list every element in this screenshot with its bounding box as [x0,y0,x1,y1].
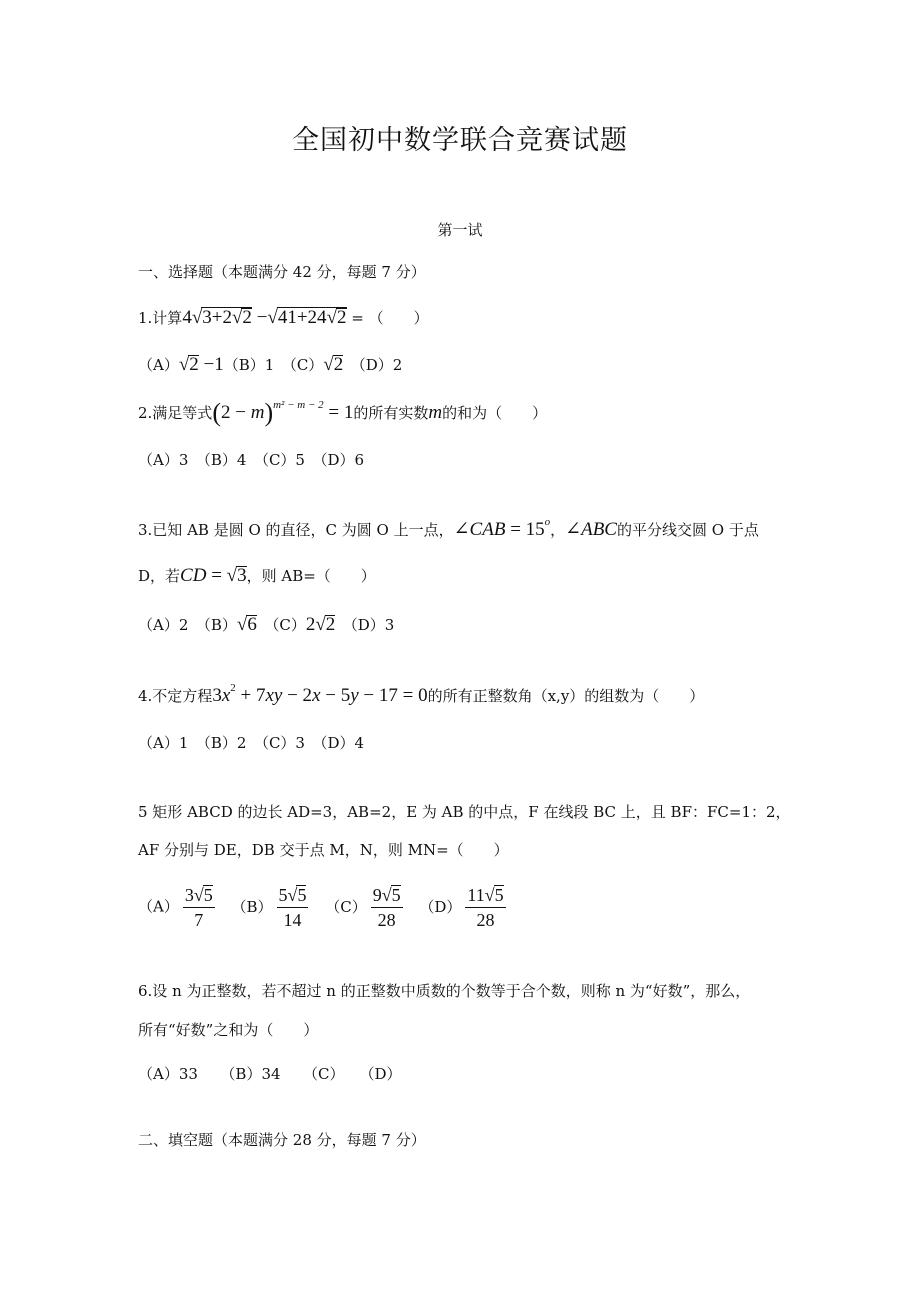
q1-minus: − [256,307,268,328]
section-2-heading: 二、填空题（本题满分 28 分，每题 7 分） [138,1131,426,1149]
q1-options: （A）√2 −1（B）1 （C）√2 （D）2 [138,354,403,375]
question-3-line-2: D，若CD = √3，则 AB=（ ） [138,565,376,586]
q1-tail: = （ ） [346,309,429,327]
q2-options: （A）3 （B）4 （C）5 （D）6 [138,451,365,469]
radical-sign: √ [267,307,278,328]
page-title: 全国初中数学联合竞赛试题 [292,125,628,156]
question-4: 4.不定方程$3x^2 + 7xy - 2x - 5y - 17 = 0$的所有正整数角（x,y）的组数为（ ） [138,682,705,706]
q4-options: （A）1 （B）2 （C）3 （D）4 [138,734,365,752]
q6-options: （A）33 （B）34 （C） （D） [138,1065,402,1083]
question-5-line-1: 5 矩形 ABCD 的边长 AD=3，AB=2，E 为 AB 的中点，F 在线段 BC 上，且 BF：FC=1：2， [138,803,791,821]
section-1-heading: 一、选择题（本题满分 42 分，每题 7 分） [138,263,426,281]
question-3-line-1: 3.已知 AB 是圆 O 的直径，C 为圆 O 上一点，∠CAB = $15^o$，∠ABC的平分线交圆 O 于点 [138,516,759,540]
q1-radicand-1: 3+2√2 [202,307,252,328]
radical-sign: √ [191,307,203,328]
fraction: $\frac{9√5}{28}$ [372,885,401,930]
q1-radicand-2: 41+24√2 [277,307,347,328]
fraction: $\frac{3√5}{7}$ [184,885,213,930]
q5-options: （A） $\frac{3√5}{7}$ （B） $\frac{5√5}{14}$ （C） $\frac{9√5}{28}$ （D） $\frac{11√5}{28}$ [138,885,504,930]
section-heading: 第一试 [437,221,483,239]
q1-prefix: 1.计算 [138,309,183,327]
q3-options: （A）2 （B）√6 （C）2√2 （D）3 [138,614,395,635]
q1-coef: 4 [182,307,192,328]
q2-exponent: m² − m − 2 [273,399,324,411]
question-2: 2.满足等式$(2 - m)^{m^2 - m - 2} = 1$的所有实数m的和为（ ） [138,398,548,427]
question-6-line-2: 所有“好数”之和为（ ） [138,1021,319,1039]
question-6-line-1: 6.设 n 为正整数，若不超过 n 的正整数中质数的个数等于合个数，则称 n 为“好数”，那么， [138,982,751,1000]
question-5-line-2: AF 分别与 DE，DB 交于点 M，N，则 MN=（ ） [138,841,509,859]
fraction: $\frac{11√5}{28}$ [467,885,504,930]
fraction: $\frac{5√5}{14}$ [278,885,307,930]
question-1 [138,307,429,328]
